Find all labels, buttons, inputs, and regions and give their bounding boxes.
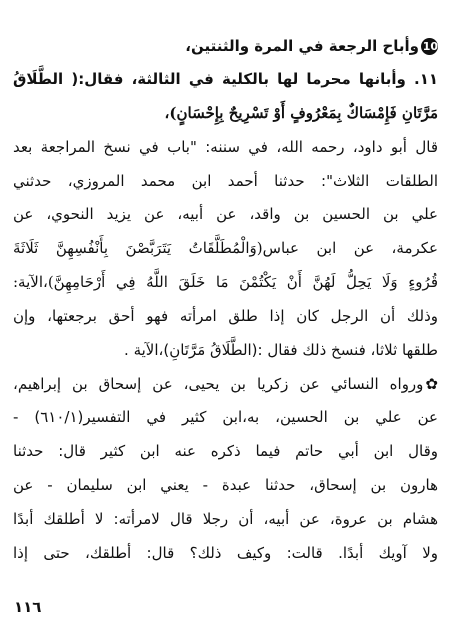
- text-line: قال أبو داود، رحمه الله، في سننه: "باب في نسخ المراجعة بعد: [13, 138, 438, 156]
- text-line: ولا آويك أبدًا. قالت: وكيف ذلك؟ قال: أطلقك، حتى إذا: [13, 544, 438, 562]
- text-line: 10وأباح الرجعة في المرة والثنتين،: [185, 37, 438, 55]
- text-line: هشام بن عروة، عن أبيه، أن رجلا قال لامرأته: لا أطلقك أبدًا: [13, 510, 438, 528]
- quran-verse-line: مَرَّتَانِ فَإِمْسَاكٌ بِمَعْرُوفٍ أَوْ تَسْرِيحٌ بِإِحْسَانٍ)،: [164, 104, 438, 122]
- text-line: علي بن الحسين بن واقد، عن أبيه، عن يزيد النحوي، عن: [13, 205, 438, 223]
- text-line: هارون بن إسحاق، حدثنا عبدة - يعني ابن سليمان - عن: [13, 476, 438, 494]
- text-line: الطلقات الثلاث": حدثنا أحمد ابن محمد المروزي، حدثني: [13, 172, 438, 190]
- text-line: طلقها ثلاثا، فنسخ ذلك فقال :(الطَّلَاقُ مَرَّتَانِ)،الآية .: [124, 341, 438, 359]
- text-line: ✿ورواه النسائي عن زكريا بن يحيى، عن إسحاق بن إبراهيم،: [13, 368, 438, 400]
- page-number: ١١٦: [14, 598, 42, 616]
- text-line: ١١. وأبانها محرما لها بالكلية في الثالثة، فقال:( الطَّلَاقُ: [13, 70, 438, 88]
- text-line: وقال ابن أبي حاتم فيما ذكره عنه ابن كثير قال: حدثنا: [13, 442, 438, 460]
- text-line: وذلك أن الرجل كان إذا طلق امرأته فهو أحق برجعتها، وإن: [13, 307, 438, 325]
- flower-ornament-icon: ✿: [425, 375, 438, 393]
- numbered-marker-icon: 10: [422, 40, 438, 53]
- text-line: عن علي بن الحسين، به،ابن كثير في التفسير(٦١٠/١) -: [13, 408, 438, 426]
- quran-verse-line: عكرمة، عن ابن عباس(وَالْمُطَلَّقَاتُ يَتَرَبَّصْنَ بِأَنْفُسِهِنَّ ثَلَاثَةَ: [13, 239, 438, 257]
- quran-verse-line: قُرُوءٍ وَلَا يَحِلُّ لَهُنَّ أَنْ يَكْتُمْنَ مَا خَلَقَ اللَّهُ فِي أَرْحَامِهِنَّ)،الآية:: [13, 273, 438, 291]
